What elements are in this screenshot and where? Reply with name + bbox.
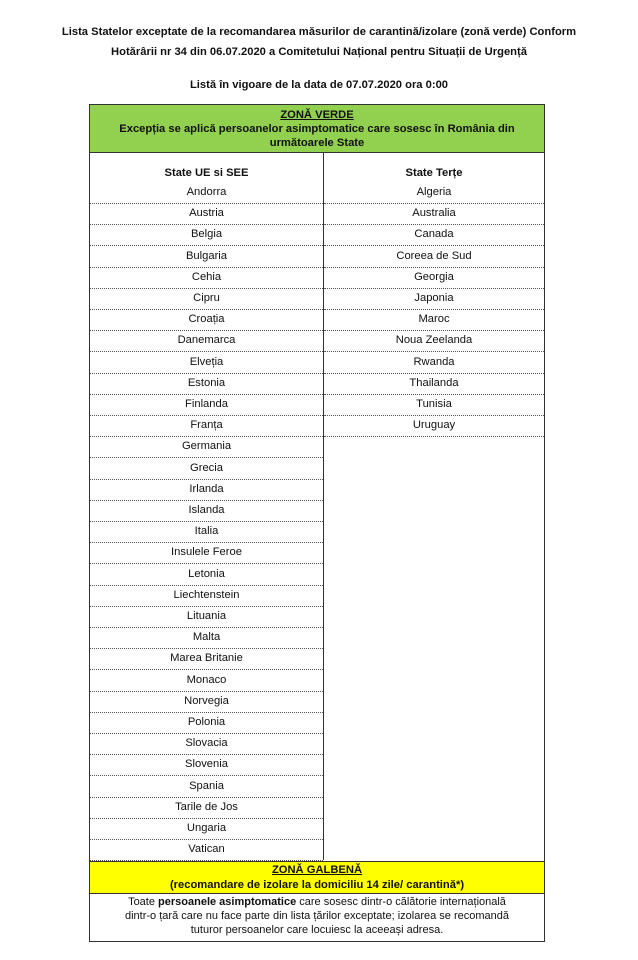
yellow-zone-note [90, 895, 544, 937]
country-row: Maroc [324, 310, 544, 331]
green-zone-line-2: următoarele State [269, 137, 365, 149]
country-row: Lituania [90, 607, 323, 628]
country-row: Austria [90, 204, 323, 225]
country-row: Franța [90, 416, 323, 437]
green-zone-header [90, 105, 544, 153]
country-row: Spania [90, 777, 323, 798]
country-row: Estonia [90, 374, 323, 395]
country-row: Irlanda [90, 480, 323, 501]
country-row: Norvegia [90, 692, 323, 713]
country-row: Australia [324, 204, 544, 225]
third-states-header: State Terțe [405, 167, 463, 179]
note-line-3: tuturor persoanelor care locuiesc la aceeași adresa. [190, 924, 444, 936]
note-rest: care sosesc dintr-o călătorie internațională [296, 896, 506, 908]
country-row: Cipru [90, 289, 323, 310]
country-row: Ungaria [90, 819, 323, 840]
note-bold: persoanele asimptomatice [158, 896, 297, 908]
countries-table [89, 104, 545, 942]
country-row: Danemarca [90, 331, 323, 352]
country-row: Grecia [90, 459, 323, 480]
document-title [0, 22, 638, 62]
country-row: Marea Britanie [90, 649, 323, 670]
country-row: Noua Zeelanda [324, 331, 544, 352]
country-row: Slovenia [90, 755, 323, 776]
country-row: Elveția [90, 353, 323, 374]
country-row: Uruguay [324, 416, 544, 437]
green-zone-heading: ZONĂ VERDE [280, 109, 354, 121]
country-row: Islanda [90, 501, 323, 522]
yellow-zone-line-1: (recomandare de izolare la domiciliu 14 zile/ carantină*) [169, 879, 465, 891]
country-row: Insulele Feroe [90, 543, 323, 564]
country-row: Georgia [324, 268, 544, 289]
country-row: Andorra [90, 183, 323, 204]
country-row: Italia [90, 522, 323, 543]
yellow-zone-header [90, 861, 544, 894]
yellow-zone-heading: ZONĂ GALBENĂ [271, 864, 363, 876]
country-row: Canada [324, 225, 544, 246]
country-row: Cehia [90, 268, 323, 289]
country-row: Malta [90, 628, 323, 649]
country-row: Finlanda [90, 395, 323, 416]
country-row: Croația [90, 310, 323, 331]
country-row: Tunisia [324, 395, 544, 416]
country-row: Monaco [90, 671, 323, 692]
country-row: Germania [90, 437, 323, 458]
country-row: Bulgaria [90, 247, 323, 268]
country-row: Coreea de Sud [324, 247, 544, 268]
validity-date: Listă în vigoare de la data de 07.07.2020 ora 0:00 [189, 79, 449, 91]
country-row: Slovacia [90, 734, 323, 755]
country-row: Japonia [324, 289, 544, 310]
title-line-2: Hotărârii nr 34 din 06.07.2020 a Comitetului Național pentru Situații de Urgență [111, 46, 527, 58]
country-row: Liechtenstein [90, 586, 323, 607]
note-prefix: Toate [128, 896, 159, 908]
title-line-1: Lista Statelor exceptate de la recomandarea măsurilor de carantină/izolare (zonă verde) Conform [61, 26, 577, 38]
country-row: Algeria [324, 183, 544, 204]
country-row: Vatican [90, 840, 323, 861]
green-zone-line-1: Excepția se aplică persoanelor asimptomatice care sosesc în România din [119, 123, 515, 135]
country-columns [90, 153, 544, 860]
country-row: Letonia [90, 565, 323, 586]
country-row: Polonia [90, 713, 323, 734]
eu-states-header: State UE si SEE [164, 167, 249, 179]
country-row: Belgia [90, 225, 323, 246]
country-row: Tarile de Jos [90, 798, 323, 819]
country-row: Thailanda [324, 374, 544, 395]
note-line-2: dintr-o țară care nu face parte din lista țărilor exceptate; izolarea se recomandă [125, 910, 509, 922]
country-row: Rwanda [324, 353, 544, 374]
